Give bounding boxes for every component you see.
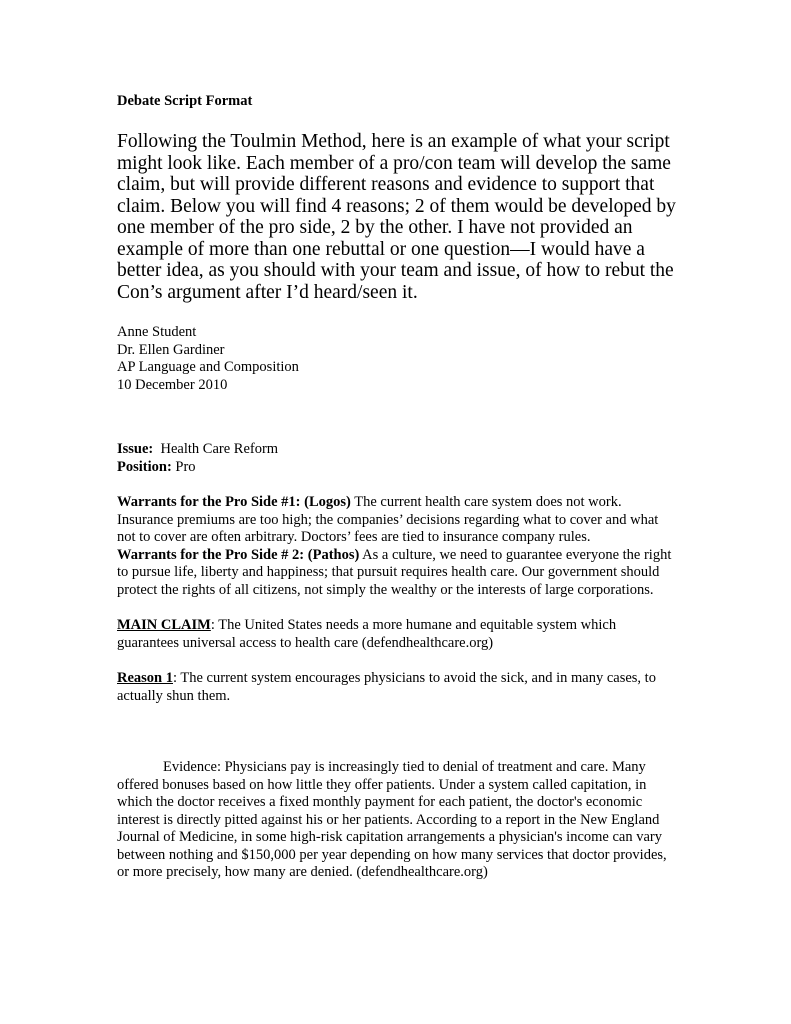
position-line — [117, 459, 677, 477]
issue-line — [117, 441, 677, 459]
document-title: Debate Script Format — [117, 93, 253, 109]
warrant-pathos-text: As a culture, we need to guarantee everyone the right to pursue life, liberty and happiness; that pursuit requires health care. Our government should protect the rights of all citizens, not simply the wealthy or the interests of large corporations. — [117, 546, 672, 598]
main-claim — [117, 617, 677, 652]
issue-label: Issue: — [117, 441, 154, 457]
warrants-block — [117, 494, 677, 599]
warrant-pathos — [117, 547, 677, 600]
intro-paragraph: Following the Toulmin Method, here is an example of what your script might look like. Each member of a pro/con team will develop the same claim, but will provide different reasons and evidence to support that claim. Below you will find 4 reasons; 2 of them would be developed by one member of the pro side, 2 by the other. I have not provided an example of more than one rebuttal or one question—I would have a better idea, as you should with your team and issue, of how to rebut the Con’s argument after I’d heard/seen it. — [117, 131, 676, 303]
course-name: AP Language and Composition — [117, 359, 299, 375]
warrant-logos-text: The current health care system does not work. Insurance premiums are too high; the companies’ decisions regarding what to cover and what not to cover are often arbitrary. Doctors’ fees are tied to insurance company rules. — [117, 494, 659, 545]
paper-date: 10 December 2010 — [117, 376, 228, 393]
reason-1 — [117, 670, 677, 705]
main-claim-text: : The United States needs a more humane and equitable system which guarantees universal access to health care (defendhealthcare.org) — [117, 617, 617, 651]
warrant-logos-label: Warrants for the Pro Side #1: (Logos) — [117, 494, 351, 510]
student-name: Anne Student — [117, 324, 197, 340]
issue-value: Health Care Reform — [160, 441, 279, 457]
student-heading — [117, 324, 677, 394]
document-page — [117, 92, 677, 882]
evidence-paragraph: Evidence: Physicians pay is increasingly tied to denial of treatment and care. Many offered bonuses based on how little they offer patients. Under a system called capitation, in which the doctor receives a fixed monthly payment for each patient, the doctor's economic interest is directly pitted against his or her patients. According to a report in the New England Journal of Medicine, in some high-risk capitation arrangements a physician's income can vary between nothing and $150,000 per year depending on how many services that doctor provides, or more precisely, how many are denied. (defendhealthcare.org) — [117, 759, 667, 880]
teacher-name: Dr. Ellen Gardiner — [117, 341, 225, 358]
warrant-logos — [117, 494, 677, 547]
reason-1-text: : The current system encourages physicians to avoid the sick, and in many cases, to actually shun them. — [117, 670, 656, 704]
issue-position-block — [117, 441, 677, 476]
position-value: Pro — [175, 458, 196, 475]
main-claim-label: MAIN CLAIM — [117, 617, 211, 633]
reason-1-label: Reason 1 — [117, 670, 173, 686]
position-label: Position: — [117, 458, 172, 475]
warrant-pathos-label: Warrants for the Pro Side # 2: (Pathos) — [117, 546, 360, 563]
